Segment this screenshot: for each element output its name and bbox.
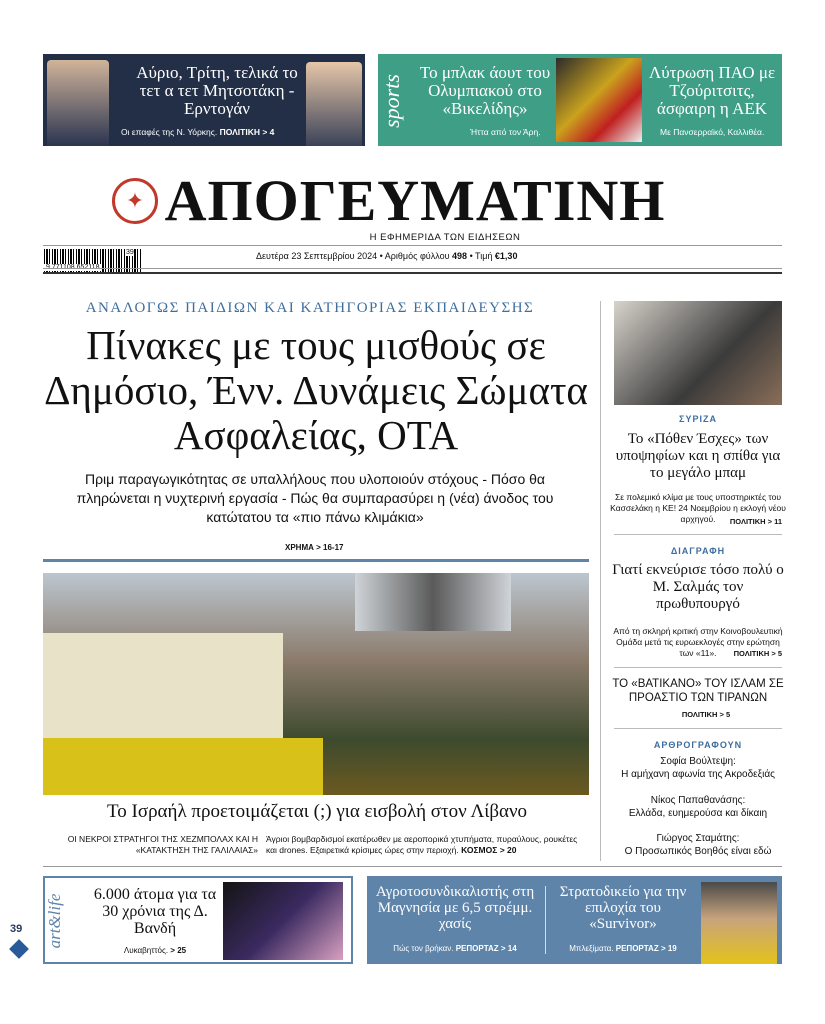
art-life-sub: Λυκαβηττός. > 25	[123, 946, 187, 955]
teaser-sports[interactable]	[378, 54, 782, 146]
sidebar-story1-kicker: ΣΥΡΙΖΑ	[679, 414, 717, 424]
sidebar-story2-kicker: ΔΙΑΓΡΑΦΗ	[670, 546, 726, 556]
dateline: Δευτέρα 23 Σεπτεμβρίου 2024 • Αριθμός φύλλου 498 • Τιμή €1,30	[256, 251, 518, 261]
photo-story-right-caption: Άγριοι βομβαρδισμοί εκατέρωθεν με αεροπορικά χτυπήματα, πυραύλους, ρουκέτες και drones. Εξαιρετικά κρίσιμες ώρες στην περιοχή. ΚΟΣΜΟΣ > 20	[266, 834, 578, 855]
vandi-photo	[223, 882, 343, 960]
art-life-title: 6.000 άτομα για τα 30 χρόνια της Δ. Βανδή	[93, 886, 217, 937]
survivor-photo	[701, 882, 777, 964]
report1-title: Αγροτοσυνδικαλιστής στη Μαγνησία με 6,5 στρέμμ. χασίς	[375, 884, 535, 932]
report2-sub: Μπλεξίματα. ΡΕΠΟΡΤΑΖ > 19	[569, 944, 677, 953]
column-author: Γιώργος Σταμάτης:	[656, 833, 740, 844]
column-author: Σοφία Βούλτεψη:	[660, 756, 736, 767]
report2-title: Στρατοδικείο για την επιλοχία του «Survivor»	[559, 884, 687, 932]
lead-headline[interactable]: Πίνακες με τους μισθούς σε Δημόσιο, Ένν. Δυνάμεις Σώματα Ασφαλείας, ΟΤΑ	[44, 322, 588, 458]
billboard	[355, 573, 511, 631]
columns-kicker: ΑΡΘΡΟΓΡΑΦΟΥΝ	[653, 740, 743, 750]
photo-story-left-caption: ΟΙ ΝΕΚΡΟΙ ΣΤΡΑΤΗΓΟΙ ΤΗΣ ΧΕΖΜΠΟΛΑΧ ΚΑΙ Η «ΚΑΤΑΚΤΗΣΗ ΤΗΣ ΓΑΛΙΛΑΙΑΣ»	[67, 834, 258, 855]
diamond-icon	[9, 939, 29, 959]
teaser-politics-sub: Οι επαφές της Ν. Υόρκης. ΠΟΛΙΤΙΚΗ > 4	[121, 127, 275, 137]
photo-story-headline[interactable]: Το Ισραήλ προετοιμάζεται (;) για εισβολή στον Λίβανο	[106, 801, 528, 822]
lead-kicker: ΑΝΑΛΟΓΩΣ ΠΑΙΔΙΩΝ ΚΑΙ ΚΑΤΗΓΟΡΙΑΣ ΕΚΠΑΙΔΕΥΣΗΣ	[85, 300, 535, 316]
sidebar-story2-headline[interactable]: Γιατί εκνεύρισε τόσο πολύ ο Μ. Σαλμάς τον πρωθυπουργό	[612, 562, 784, 612]
masthead-bottom-rule	[43, 272, 782, 274]
teaser-politics[interactable]	[43, 54, 365, 146]
football-photo	[556, 58, 642, 142]
sidebar-story2-body: Από τη σκληρή κριτική στην Κοινοβουλευτική Ομάδα μετά τις ευρωεκλογές στην ερώτηση των «11».	[613, 626, 783, 658]
column-item[interactable]	[608, 755, 788, 781]
report1-sub: Πώς τον βρήκαν. ΡΕΠΟΡΤΑΖ > 14	[393, 944, 517, 953]
sidebar-story2-ref: ΠΟΛΙΤΙΚΗ > 5	[733, 649, 782, 658]
sidebar-rule-1	[614, 534, 782, 535]
column-title: Ο Προσωπικός Βοηθός είναι εδώ	[624, 846, 772, 857]
masthead-title: ΑΠΟΓΕΥΜΑΤΙΝΗ	[164, 168, 666, 233]
sidebar-photo	[614, 301, 782, 405]
column-item[interactable]	[608, 794, 788, 820]
dateline-rule	[43, 268, 782, 269]
sports-label: sports	[379, 74, 404, 128]
page-number: 39	[10, 923, 23, 935]
lead-section-ref: ΧΡΗΜΑ > 16-17	[285, 543, 344, 552]
sidebar-rule-2	[614, 667, 782, 668]
column-title: Ελλάδα, ευημερούσα και δίκαιη	[628, 808, 768, 819]
column-divider	[600, 301, 601, 861]
masthead-rule	[43, 245, 782, 246]
lead-deck: Πριμ παραγωγικότητας σε υπαλλήλους που υλοποιούν στόχους - Πόσο θα πληρώνεται η νυχτερινή εργασία - Πώς θα συμπαρασύρει η (νέα) άνοδος του κατώτατου τα «πιο πάνω κλιμάκια»	[76, 471, 554, 525]
reports-divider	[545, 886, 546, 954]
art-life-label: art&life	[45, 893, 64, 949]
sidebar-story1-ref: ΠΟΛΙΤΙΚΗ > 11	[729, 517, 782, 526]
hezbollah-funeral-photo	[43, 573, 589, 795]
sports-story2-title: Λύτρωση ΠΑΟ με Τζούριτσιτς, άσφαιρη η ΑΕΚ	[648, 63, 776, 118]
sidebar-story1-body: Σε πολεμικό κλίμα με τους υποστηρικτές του Κασσελάκη η ΚΕ! 24 Νοεμβρίου η εκλογή νέου αρχηγού.	[610, 492, 786, 524]
column-title: Η αμήχανη αφωνία της Ακροδεξιάς	[621, 769, 775, 780]
mitsotakis-photo	[306, 62, 362, 146]
sports-story2-sub: Με Πανσερραϊκό, Καλλιθέα.	[660, 127, 765, 137]
sidebar-story3-ref: ΠΟΛΙΤΙΚΗ > 5	[681, 710, 731, 719]
sidebar-story1-headline[interactable]: Το «Πόθεν Έσχες» των υποψηφίων και η σπίθα για το μεγάλο μπαμ	[615, 431, 781, 481]
column-author: Νίκος Παπαθανάσης:	[650, 795, 746, 806]
column-item[interactable]	[608, 832, 788, 858]
teaser-politics-title: Αύριο, Τρίτη, τελικά το τετ α τετ Μητσοτάκη - Ερντογάν	[136, 63, 298, 118]
sports-story1-title: Το μπλακ άουτ του Ολυμπιακού στο «Βικελίδης»	[419, 63, 551, 118]
bottom-reports[interactable]	[367, 876, 782, 964]
erdogan-photo	[47, 60, 109, 146]
lead-divider	[43, 559, 589, 562]
masthead-tagline: Η ΕΦΗΜΕΡΙΔΑ ΤΩΝ ΕΙΔΗΣΕΩΝ	[369, 232, 521, 243]
bottom-divider	[43, 866, 782, 867]
art-life-teaser[interactable]	[43, 876, 353, 964]
sidebar-rule-3	[614, 728, 782, 729]
barcode-issue: 39	[126, 249, 134, 256]
coffin-flag	[43, 738, 323, 795]
sports-story1-sub: Ήττα από τον Άρη.	[470, 127, 541, 137]
newspaper-logo-icon: ✦	[112, 178, 158, 224]
sidebar-story3-headline[interactable]: ΤΟ «ΒΑΤΙΚΑΝΟ» ΤΟΥ ΙΣΛΑΜ ΣΕ ΠΡΟΑΣΤΙΟ ΤΩΝ ΤΙΡΑΝΩΝ	[612, 678, 784, 704]
